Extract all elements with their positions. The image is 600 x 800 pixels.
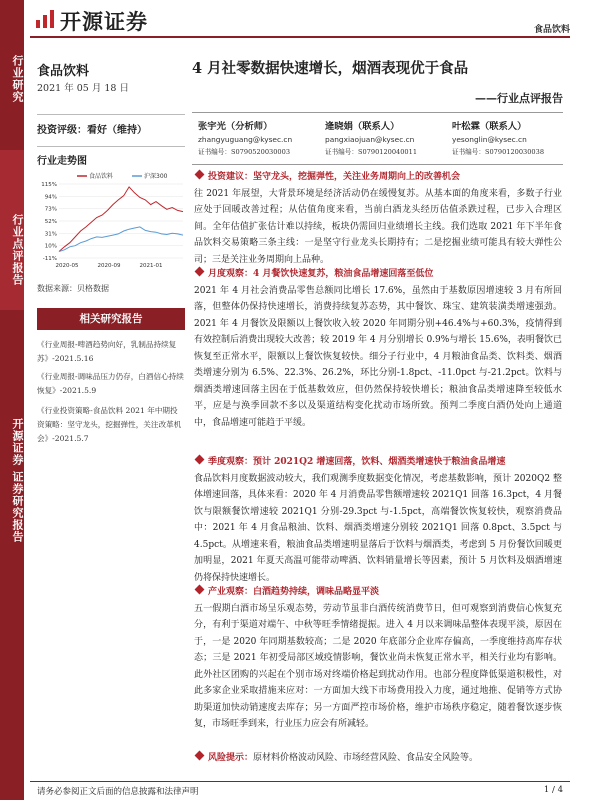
section-heading: 季度观察：预计 2021Q2 增速回落，饮料、烟酒类增速快于粮油食品增速 <box>208 457 506 467</box>
industry-name: 食品饮料 <box>37 64 90 79</box>
chart-series-line <box>59 187 183 252</box>
analyst-email[interactable]: pangxiaojuan@kysec.cn <box>325 135 415 144</box>
chart-legend <box>77 172 168 180</box>
chart-x-axis <box>56 263 163 269</box>
chart-legend-label: 沪深300 <box>144 173 168 180</box>
trend-chart <box>37 170 187 275</box>
page-number: 1 / 4 <box>543 785 563 795</box>
footer-divider <box>30 781 570 782</box>
section-body: 原材料价格波动风险、市场经营风险、食品安全风险等。 <box>253 753 479 763</box>
chart-series-line <box>59 227 183 252</box>
analyst-card <box>198 120 292 159</box>
related-report-item[interactable]: 《行业周报-啤酒趋势向好，乳制品持续复苏》-2021.5.16 <box>37 340 177 363</box>
analyst-name: 叶松霖（联系人） <box>452 121 527 132</box>
title-divider <box>192 112 563 113</box>
section-investment-advice <box>194 169 562 268</box>
analyst-name: 张宇光（分析师） <box>198 121 273 132</box>
diamond-bullet-icon <box>195 585 205 595</box>
investment-rating: 投资评级：看好（维持） <box>37 125 147 136</box>
report-date: 2021 年 05 月 18 日 <box>37 83 129 94</box>
section-body: 五一假期白酒市场呈乐观态势，劳动节虽非白酒传统消费节日，但可观察到消费信心恢复充分，有利于渠道对端午、中秋等旺季情绪提振。进入 4 月以来调味品整体表现平淡，原因在于，一是 2020 年同期基数较高；二是 2020 年底部分企业库存偏高，一季度维持高库存状态；三是 2021 年初受局部区域疫情影响，餐饮业尚未恢复正常水平，相关行业均有影响。此外社区团购的兴起在个别市场对终端价格起到扰动作用。也部分程度降低渠道积极性，对此多家企业采取措施来应对：一方面加大线下市场费用投入力度，通过地推、促销等方式协助渠道加快动销速度去库存；另一方面严控市场价格，维护市场秩序稳定，随着餐饮逐步恢复，市场旺季到来，行业压力应会有所减轻。 <box>194 603 562 729</box>
section-heading: 月度观察：4 月餐饮快速复苏，粮油食品增速回落至低位 <box>208 269 434 279</box>
chart-y-tick-label: 10% <box>44 243 57 250</box>
chart-y-tick-label: 94% <box>44 194 57 201</box>
report-subtitle: ——行业点评报告 <box>475 92 563 105</box>
related-report-item[interactable]: 《行业投资策略-食品饮料 2021 年中期投资策略：坚守龙头，挖掘弹性，关注改革机会》-2021.5.7 <box>37 406 182 443</box>
analyst-cert: 证书编号：S0790120040011 <box>325 148 418 156</box>
analyst-cert: 证书编号：S0790120030038 <box>452 148 545 156</box>
chart-y-tick-label: 52% <box>44 219 57 225</box>
logo-icon <box>34 8 56 30</box>
chart-x-tick-label: 2020-05 <box>55 263 79 269</box>
diamond-bullet-icon <box>195 267 205 277</box>
trend-chart-title: 行业走势图 <box>37 156 87 167</box>
section-monthly <box>194 266 562 431</box>
section-heading: 风险提示： <box>208 753 254 763</box>
chart-y-tick-label: -11% <box>42 256 57 262</box>
section-body: 2021 年 4 月社会消费品零售总额同比增长 17.6%，虽然由于基数原因增速较 3 月有所回落，但整体仍保持快速增长，消费持续复苏态势，其中餐饮、珠宝、建筑装潢类增速强劲。2021 年 4 月餐饮及限额以上餐饮收入较 2020 年同期分别+46.4%与+60.3%，疫情得到有效控制后消费出现较大改善；较 2019 年 4 月分别增长 0.9%与增长 15.6%，表明餐饮已恢复至正常水平，限额以上餐饮恢复较快。细分子行业中，4 月粮油食品类、饮料类、烟酒类增速分别为 6.5%、22.3%、26.2%，环比分别-1.8pct、-11.0pct 与-21.2pct。饮料与烟酒类增速回落主因在于低基数效应，但仍然保持较快增长；粮油食品类增速降至较低水平，应是与涣季回款不多以及渠道结构变化扰动市场所致。预判二季度白酒仍处向上通道中，食品增速可能趋于平缓。 <box>194 285 562 428</box>
section-risk <box>194 750 562 767</box>
analyst-email[interactable]: yesonglin@kysec.cn <box>452 135 527 144</box>
chart-y-tick-label: 115% <box>41 182 57 188</box>
analyst-cert: 证书编号：S0790520030003 <box>198 148 291 156</box>
chart-x-tick-label: 2020-09 <box>97 263 121 269</box>
sidebar-label-research: 行业研究 <box>0 0 24 118</box>
section-heading: 产业观察：白酒趋势持续，调味品略显平淡 <box>208 587 380 597</box>
chart-y-tick-label: 31% <box>44 231 57 238</box>
sidebar-label-firm: 开源证券 证券研究报告 <box>0 385 24 555</box>
diamond-bullet-icon <box>195 170 205 180</box>
header-divider <box>30 36 570 38</box>
logo-text: 开源证券 <box>60 10 148 34</box>
chart-legend-label: 食品饮料 <box>89 173 114 180</box>
chart-x-tick-label: 2021-01 <box>139 263 163 269</box>
related-reports-title: 相关研究报告 <box>37 308 185 330</box>
left-divider <box>37 114 185 115</box>
section-body: 往 2021 年展望，大背景环境是经济活动仍在缓慢复苏。从基本面的角度来看，多数子行业应处于回暖改善过程；从估值角度来看，当前白酒龙头经历估值杀跌过程，已步入合理区间。全年估值扩张估计难以持续，板块仍需回归业绩增长主线。我们选取 2021 年下半年食品饮料交易策略三条主线：一是坚守行业龙头长期持有；二是挖掘业绩可能具有较大弹性公司；三是关注业务周期向上品种。 <box>194 188 562 265</box>
analyst-card <box>325 120 417 159</box>
diamond-bullet-icon <box>195 455 205 465</box>
analyst-divider <box>192 164 563 165</box>
analyst-email[interactable]: zhangyuguang@kysec.cn <box>198 135 293 144</box>
diamond-bullet-icon <box>195 751 205 761</box>
section-industry <box>194 584 562 733</box>
footer-disclaimer: 请务必参阅正文后面的信息披露和法律声明 <box>37 787 199 797</box>
sidebar-label-report-type: 行业点评报告 <box>0 150 24 310</box>
left-divider <box>37 146 185 147</box>
chart-source: 数据来源：贝格数据 <box>37 284 109 293</box>
chart-y-tick-label: 73% <box>44 206 57 213</box>
analyst-name: 逄晓娟（联系人） <box>325 121 400 132</box>
section-body: 食品饮料月度数据波动较大，我们观测季度数据变化情况，考虑基数影响，预计 2020Q2 整体增速回落，具体来看：2020 年 4 月消费品零售额增速较 2021Q1 回落 16.3pct，4 月餐饮与限额餐饮增速较 2021Q1 分别-29.3pct 与-1.5pct，高端餐饮恢复较快，观察消费品中：2021 年 4 月食品粮油、饮料、烟酒类增速分别较 2021Q1 回落 0.8pct、3.5pct 与 4.5pct。从增速来看，粮油食品类增速明显落后于饮料与烟酒类，考虑到 5 月份餐饮回暖更加明显，2021 年夏天高温可能带动啤酒、饮料销量增长等因素，预计 5 月饮料及烟酒增速仍将保持快速增长。 <box>194 473 562 583</box>
section-heading: 投资建议：坚守龙头，挖掘弹性，关注业务周期向上的改善机会 <box>208 172 461 182</box>
analyst-card <box>452 120 544 159</box>
related-report-item[interactable]: 《行业周报-调味品压力仍存，白酒信心持续恢复》-2021.5.9 <box>37 372 184 395</box>
section-quarterly <box>194 454 562 586</box>
report-title: 4 月社零数据快速增长，烟酒表现优于食品 <box>192 60 469 77</box>
header-category-tag: 食品饮料 <box>533 25 570 35</box>
